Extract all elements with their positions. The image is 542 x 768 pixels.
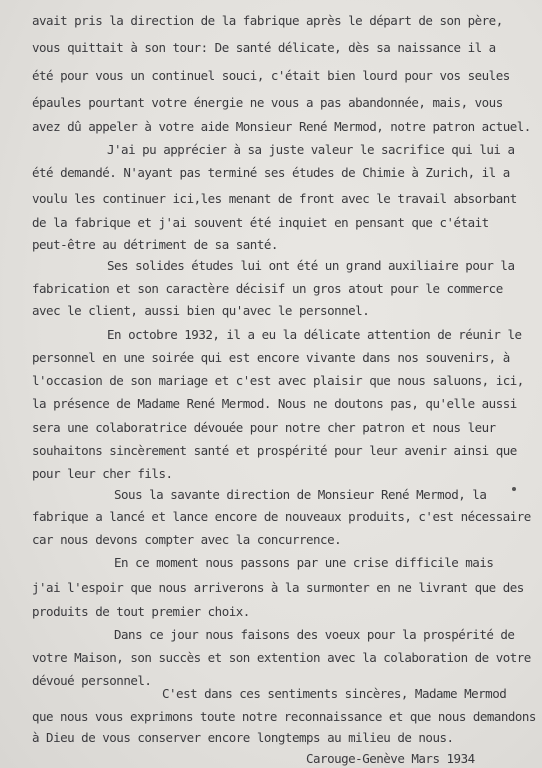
text-line: été demandé. N'ayant pas terminé ses études de Chimie à Zurich, il a (32, 165, 510, 180)
text-line: Dans ce jour nous faisons des voeux pour la prospérité de (114, 627, 515, 642)
text-line: produits de tout premier choix. (32, 604, 250, 619)
text-line: dévoué personnel. (32, 673, 152, 688)
text-line: peut-être au détriment de sa santé. (32, 237, 278, 252)
text-line: avez dû appeler à votre aide Monsieur René Mermod, notre patron actuel. (32, 119, 531, 134)
text-line: souhaitons sincèrement santé et prospérité pour leur avenir ainsi que (32, 443, 517, 458)
text-line: voulu les continuer ici,les menant de front avec le travail absorbant (32, 191, 517, 206)
text-line: Carouge-Genève Mars 1934 (306, 751, 475, 766)
text-line: sera une colaboratrice dévouée pour notre cher patron et nous leur (32, 420, 496, 435)
text-line: En octobre 1932, il a eu la délicate attention de réunir le (107, 327, 522, 342)
text-line: l'occasion de son mariage et c'est avec plaisir que nous saluons, ici, (32, 373, 524, 388)
text-line: C'est dans ces sentiments sincères, Madame Mermod (162, 686, 507, 701)
text-line: personnel en une soirée qui est encore vivante dans nos souvenirs, à (32, 350, 510, 365)
text-line: avec le client, aussi bien qu'avec le personnel. (32, 303, 370, 318)
text-line: fabrication et son caractère décisif un gros atout pour le commerce (32, 281, 503, 296)
text-line: j'ai l'espoir que nous arriverons à la surmonter en ne livrant que des (32, 580, 524, 595)
text-line: En ce moment nous passons par une crise difficile mais (114, 555, 494, 570)
text-line: car nous devons compter avec la concurrence. (32, 532, 342, 547)
text-line: pour leur cher fils. (32, 466, 173, 481)
text-line: votre Maison, son succès et son extention avec la colaboration de votre (32, 650, 531, 665)
ink-speck (512, 487, 516, 491)
text-line: que nous vous exprimons toute notre reconnaissance et que nous demandons (32, 709, 536, 724)
text-line: été pour vous un continuel souci, c'était bien lourd pour vos seules (32, 68, 510, 83)
text-line: J'ai pu apprécier à sa juste valeur le sacrifice qui lui a (107, 142, 515, 157)
text-line: avait pris la direction de la fabrique après le départ de son père, (32, 13, 503, 28)
text-line: Ses solides études lui ont été un grand auxiliaire pour la (107, 258, 515, 273)
text-line: vous quittait à son tour: De santé délicate, dès sa naissance il a (32, 40, 496, 55)
text-line: de la fabrique et j'ai souvent été inquiet en pensant que c'était (32, 215, 489, 230)
text-line: la présence de Madame René Mermod. Nous ne doutons pas, qu'elle aussi (32, 396, 517, 411)
text-line: Sous la savante direction de Monsieur René Mermod, la (114, 487, 487, 502)
text-line: fabrique a lancé et lance encore de nouveaux produits, c'est nécessaire (32, 509, 531, 524)
text-line: à Dieu de vous conserver encore longtemps au milieu de nous. (32, 730, 454, 745)
text-line: épaules pourtant votre énergie ne vous a pas abandonnée, mais, vous (32, 95, 503, 110)
